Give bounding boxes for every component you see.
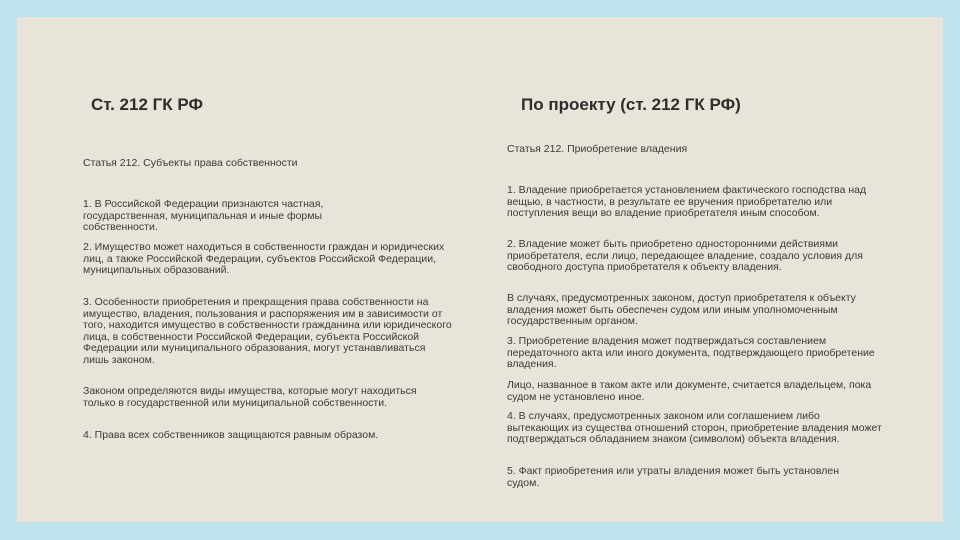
right-paragraph-4: 3. Приобретение владения может подтверждаться составлением передаточного акта или иного документа, подтверждающего приобретение владения. bbox=[507, 335, 875, 371]
right-paragraph-5: Лицо, названное в таком акте или документе, считается владельцем, пока судом не установлено иное. bbox=[507, 379, 872, 403]
left-paragraph-2: 2. Имущество может находиться в собственности граждан и юридических лиц, а также Российской Федерации, субъектов Российской Федерации, муниципальных образований. bbox=[83, 241, 445, 277]
left-paragraph-3: 3. Особенности приобретения и прекращения права собственности на имущество, владения, пользования и распоряжения им в зависимости от того, находится имущество в собственности гражданина или юридического лица, в собственности Российской Федерации, субъекта Российской Федерации или муниципального образования, могут устанавливаться лишь законом. bbox=[83, 296, 452, 366]
right-paragraph-7: 5. Факт приобретения или утраты владения может быть установлен судом. bbox=[507, 465, 839, 489]
right-paragraph-1: 1. Владение приобретается установлением фактического господства над вещью, в частности, в результате ее вручения приобретателю или поступления вещи во владение приобретателя иным способом. bbox=[507, 184, 867, 220]
right-article-title: Статья 212. Приобретение владения bbox=[507, 143, 688, 155]
left-paragraph-1: 1. В Российской Федерации признаются частная, государственная, муниципальная и иные формы собственности. bbox=[83, 198, 324, 234]
right-paragraph-3: В случаях, предусмотренных законом, доступ приобретателя к объекту владения может быть обеспечен судом или иным уполномоченным государственным органом. bbox=[507, 292, 856, 328]
right-paragraph-2: 2. Владение может быть приобретено односторонними действиями приобретателя, если лицо, передающее владение, создало условия для свободного доступа приобретателя к объекту владения. bbox=[507, 238, 863, 274]
slide bbox=[17, 17, 943, 522]
left-paragraph-4: Законом определяются виды имущества, которые могут находиться только в государственной или муниципальной собственности. bbox=[83, 385, 417, 409]
left-paragraph-5: 4. Права всех собственников защищаются равным образом. bbox=[83, 429, 379, 441]
right-heading: По проекту (ст. 212 ГК РФ) bbox=[521, 95, 741, 114]
right-paragraph-6: 4. В случаях, предусмотренных законом или соглашением либо вытекающих из существа отношений сторон, приобретение владения может подтверждаться обладанием знаком (символом) объекта владения. bbox=[507, 410, 882, 446]
left-article-title: Статья 212. Субъекты права собственности bbox=[83, 157, 298, 169]
left-heading: Ст. 212 ГК РФ bbox=[91, 95, 204, 114]
